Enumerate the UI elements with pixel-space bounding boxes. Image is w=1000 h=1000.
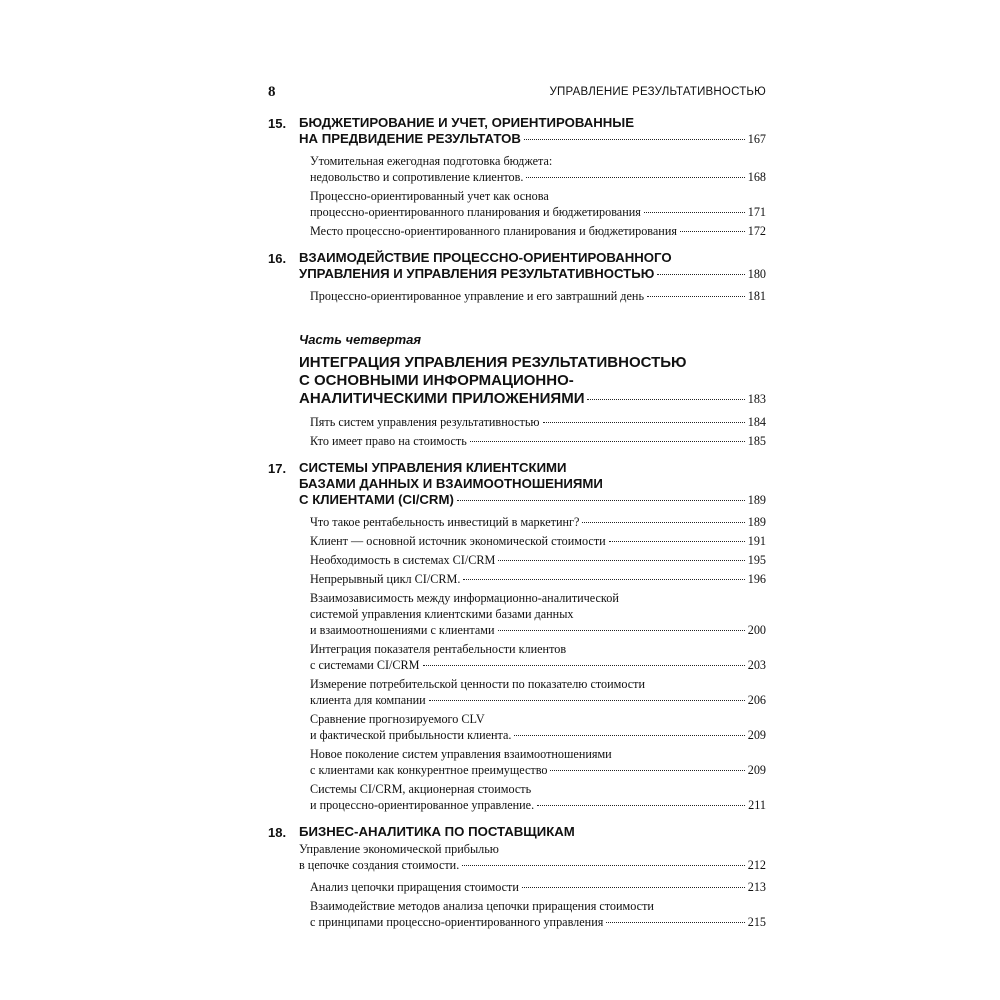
chapter-subtitle-line: Управление экономической прибылью <box>299 842 499 856</box>
chapter-title-line: НА ПРЕДВИДЕНИЕ РЕЗУЛЬТАТОВ <box>299 131 521 146</box>
part-title-line: С ОСНОВНЫМИ ИНФОРМАЦИОННО- <box>299 372 574 389</box>
section-list <box>310 414 766 449</box>
page-ref: 167 <box>747 132 766 146</box>
section-entry <box>310 641 766 673</box>
section-entry <box>310 533 766 549</box>
toc-entry-row <box>310 223 766 239</box>
toc-entry-row <box>310 692 766 708</box>
chapter-number: 17. <box>268 461 287 476</box>
toc-entry-row <box>299 131 766 147</box>
dot-leader <box>463 579 744 580</box>
toc-entry-row <box>310 414 766 430</box>
toc-entry-row <box>310 657 766 673</box>
section-list <box>310 288 766 304</box>
section-title-line: с системами CI/CRM <box>310 658 420 672</box>
toc-entry-row <box>310 571 766 587</box>
toc-entry-row <box>310 622 766 638</box>
toc-entry-row <box>310 762 766 778</box>
section-title-line: Новое поколение систем управления взаимоотношениями <box>310 747 612 761</box>
section-entry <box>310 188 766 220</box>
section-title-line: недовольство и сопротивление клиентов. <box>310 170 524 184</box>
toc-entry-row <box>310 204 766 220</box>
chapter-entry <box>268 460 766 813</box>
toc-entry-row <box>299 492 766 508</box>
dot-leader <box>522 887 745 888</box>
part-title-line: ИНТЕГРАЦИЯ УПРАВЛЕНИЯ РЕЗУЛЬТАТИВНОСТЬЮ <box>299 354 687 371</box>
chapter-title-line: БАЗАМИ ДАННЫХ И ВЗАИМООТНОШЕНИЯМИ <box>299 476 603 491</box>
chapter-title-line: С КЛИЕНТАМИ (CI/CRM) <box>299 492 454 507</box>
page-ref: 184 <box>747 415 766 429</box>
toc-entry-row <box>299 390 766 408</box>
dot-leader <box>429 700 745 701</box>
dot-leader <box>462 865 744 866</box>
chapter-title <box>299 115 766 147</box>
section-title-line: Кто имеет право на стоимость <box>310 434 467 448</box>
dot-leader <box>680 231 745 232</box>
toc-entry-row <box>299 266 766 282</box>
section-list <box>310 514 766 813</box>
dot-leader <box>606 922 744 923</box>
page-ref: 206 <box>747 693 766 707</box>
section-title-line: Системы CI/CRM, акционерная стоимость <box>310 782 532 796</box>
section-title-line: и фактической прибыльности клиента. <box>310 728 512 742</box>
section-list <box>310 153 766 239</box>
toc-entry-row <box>310 514 766 530</box>
part-label: Часть четвертая <box>299 332 422 347</box>
section-title-line: Взаимозависимость между информационно-аналитической <box>310 591 619 605</box>
section-title-line: с принципами процессно-ориентированного управления <box>310 915 604 929</box>
section-title-line: Измерение потребительской ценности по показателю стоимости <box>310 677 646 691</box>
dot-leader <box>550 770 744 771</box>
chapter-entry <box>268 250 766 304</box>
chapter-title <box>299 460 766 508</box>
table-of-contents <box>268 115 766 941</box>
dot-leader <box>457 500 745 501</box>
chapter-title <box>299 824 766 840</box>
dot-leader <box>537 805 745 806</box>
toc-entry-row <box>310 727 766 743</box>
part-title <box>299 354 766 408</box>
section-title-line: Процессно-ориентированный учет как основа <box>310 189 549 203</box>
section-title-line: Процессно-ориентированное управление и его завтрашний день <box>310 289 645 303</box>
dot-leader <box>657 274 744 275</box>
dot-leader <box>644 212 745 213</box>
section-title-line: с клиентами как конкурентное преимущество <box>310 763 548 777</box>
chapter-title-line: УПРАВЛЕНИЯ И УПРАВЛЕНИЯ РЕЗУЛЬТАТИВНОСТЬЮ <box>299 266 655 281</box>
dot-leader <box>526 177 744 178</box>
toc-entry-row <box>310 433 766 449</box>
page-ref: 168 <box>747 170 766 184</box>
section-title-line: Место процессно-ориентированного планирования и бюджетирования <box>310 224 677 238</box>
page-ref: 196 <box>747 572 766 586</box>
running-header <box>268 84 766 104</box>
chapter-number: 16. <box>268 251 287 266</box>
section-entry <box>310 433 766 449</box>
section-entry <box>310 746 766 778</box>
dot-leader <box>470 441 745 442</box>
section-entry <box>310 781 766 813</box>
dot-leader <box>498 560 744 561</box>
page-ref: 203 <box>747 658 766 672</box>
section-entry <box>310 414 766 430</box>
toc-entry-row <box>310 797 766 813</box>
chapter-number: 15. <box>268 116 287 131</box>
section-title-line: системой управления клиентскими базами данных <box>310 607 574 621</box>
page-ref: 212 <box>747 858 766 872</box>
section-title-line: Клиент — основной источник экономической стоимости <box>310 534 606 548</box>
section-title-line: Что такое рентабельность инвестиций в маркетинг? <box>310 515 580 529</box>
section-entry <box>310 552 766 568</box>
dot-leader <box>587 399 744 400</box>
chapter-entry <box>268 115 766 239</box>
page-ref: 191 <box>747 534 766 548</box>
dot-leader <box>498 630 745 631</box>
page-ref: 195 <box>747 553 766 567</box>
chapter-entry <box>268 824 766 930</box>
toc-entry-row <box>299 857 766 873</box>
toc-entry-row <box>310 879 766 895</box>
part-title-line: АНАЛИТИЧЕСКИМИ ПРИЛОЖЕНИЯМИ <box>299 390 585 407</box>
page-ref: 180 <box>747 267 766 281</box>
section-entry <box>310 711 766 743</box>
page-ref: 189 <box>747 515 766 529</box>
section-entry <box>310 898 766 930</box>
page-ref: 189 <box>747 493 766 507</box>
page-ref: 209 <box>747 763 766 777</box>
section-title-line: Сравнение прогнозируемого CLV <box>310 712 485 726</box>
section-entry <box>310 571 766 587</box>
section-title-line: и процессно-ориентированное управление. <box>310 798 535 812</box>
page-ref: 211 <box>748 798 766 812</box>
dot-leader <box>543 422 745 423</box>
page-ref: 213 <box>747 880 766 894</box>
page-ref: 183 <box>747 392 766 406</box>
section-entry <box>310 514 766 530</box>
section-title-line: клиента для компании <box>310 693 426 707</box>
dot-leader <box>647 296 745 297</box>
page-ref: 209 <box>747 728 766 742</box>
section-entry <box>310 590 766 638</box>
section-entry <box>310 153 766 185</box>
section-entry <box>310 879 766 895</box>
section-title-line: Утомительная ежегодная подготовка бюджета: <box>310 154 553 168</box>
section-entry <box>310 676 766 708</box>
chapter-title-line: БИЗНЕС-АНАЛИТИКА ПО ПОСТАВЩИКАМ <box>299 824 575 839</box>
page-ref: 200 <box>747 623 766 637</box>
section-title-line: Пять систем управления результативностью <box>310 415 540 429</box>
dot-leader <box>582 522 744 523</box>
section-list <box>310 879 766 930</box>
dot-leader <box>524 139 745 140</box>
running-title: УПРАВЛЕНИЕ РЕЗУЛЬТАТИВНОСТЬЮ <box>549 86 766 98</box>
section-title-line: процессно-ориентированного планирования и бюджетирования <box>310 205 641 219</box>
page-ref: 181 <box>747 289 766 303</box>
page-ref: 185 <box>747 434 766 448</box>
toc-entry-row <box>310 169 766 185</box>
section-title-line: Необходимость в системах CI/CRM <box>310 553 496 567</box>
page-number: 8 <box>268 84 276 100</box>
chapter-title-line: ВЗАИМОДЕЙСТВИЕ ПРОЦЕССНО-ОРИЕНТИРОВАННОГО <box>299 250 672 265</box>
toc-entry-row <box>310 552 766 568</box>
section-entry <box>310 288 766 304</box>
page-ref: 171 <box>747 205 766 219</box>
chapter-subtitle <box>299 841 766 873</box>
chapter-title <box>299 250 766 282</box>
section-title-line: Взаимодействие методов анализа цепочки приращения стоимости <box>310 899 654 913</box>
dot-leader <box>609 541 745 542</box>
section-title-line: Интеграция показателя рентабельности клиентов <box>310 642 567 656</box>
dot-leader <box>514 735 744 736</box>
page-ref: 215 <box>747 915 766 929</box>
chapter-subtitle-line: в цепочке создания стоимости. <box>299 858 460 872</box>
chapter-title-line: БЮДЖЕТИРОВАНИЕ И УЧЕТ, ОРИЕНТИРОВАННЫЕ <box>299 115 635 130</box>
section-title-line: Непрерывный цикл CI/CRM. <box>310 572 461 586</box>
toc-entry-row <box>310 533 766 549</box>
chapter-number: 18. <box>268 825 287 840</box>
section-title-line: Анализ цепочки приращения стоимости <box>310 880 519 894</box>
section-title-line: и взаимоотношениями с клиентами <box>310 623 495 637</box>
toc-entry-row <box>310 914 766 930</box>
page-ref: 172 <box>747 224 766 238</box>
part-entry <box>268 332 766 449</box>
dot-leader <box>423 665 745 666</box>
toc-entry-row <box>310 288 766 304</box>
section-entry <box>310 223 766 239</box>
chapter-title-line: СИСТЕМЫ УПРАВЛЕНИЯ КЛИЕНТСКИМИ <box>299 460 567 475</box>
